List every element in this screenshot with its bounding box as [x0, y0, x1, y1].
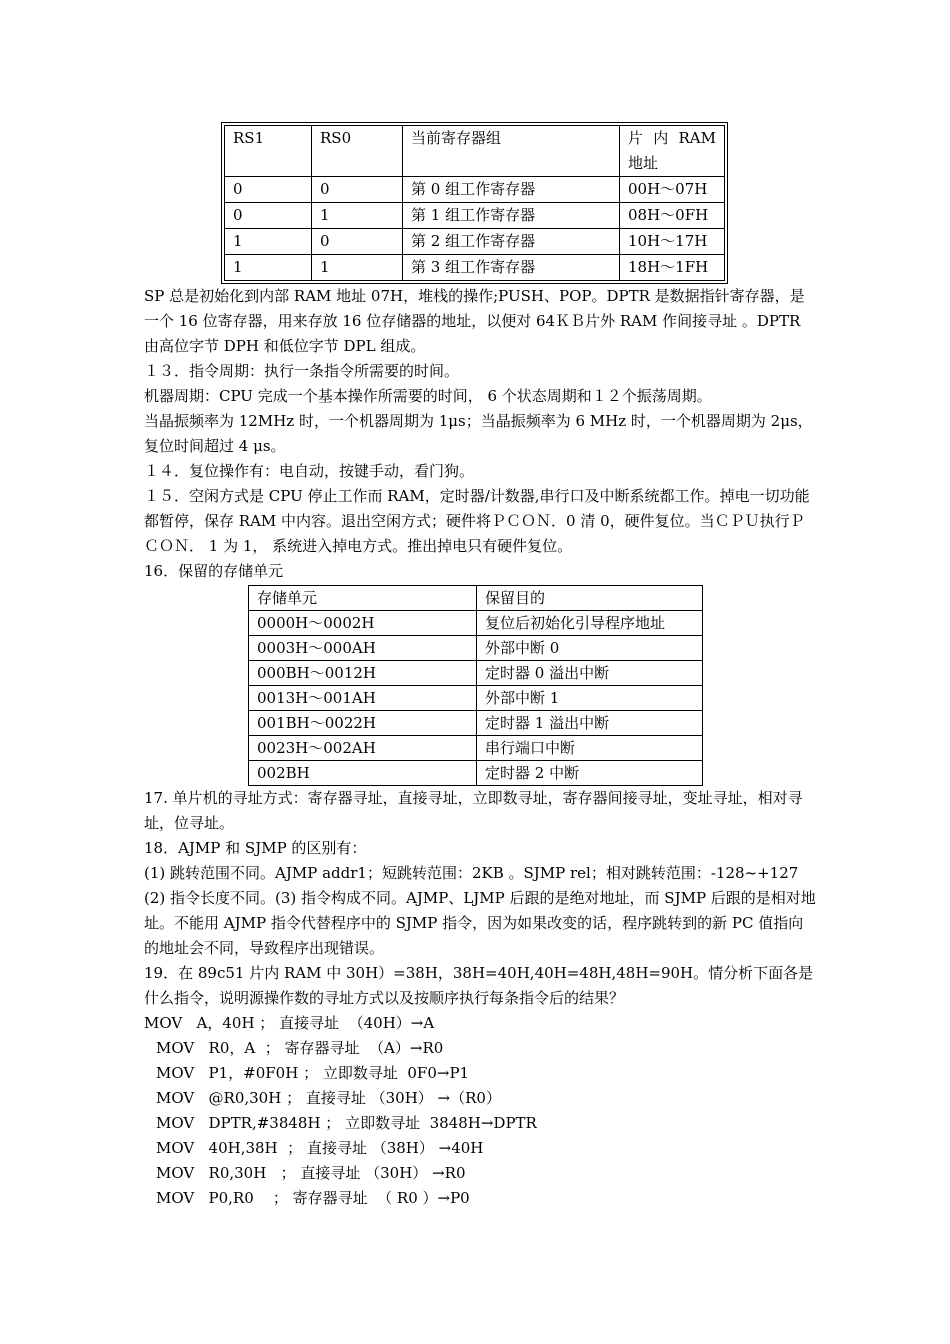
table-cell: 0000H～0002H — [249, 611, 477, 636]
table-row — [249, 711, 703, 736]
table-cell: 08H～0FH — [620, 203, 725, 229]
q14-reset: １４．复位操作有：电自动，按键手动，看门狗。 — [144, 462, 475, 480]
table-row — [225, 255, 725, 281]
table-row — [249, 761, 703, 786]
q18-title: 18．AJMP 和 SJMP 的区别有： — [144, 839, 367, 857]
q16-title: 16．保留的存储单元 — [144, 562, 284, 580]
table-cell: 外部中断 0 — [477, 636, 703, 661]
table-row — [249, 686, 703, 711]
table-cell: 00H～07H — [620, 177, 725, 203]
table-cell: 000BH～0012H — [249, 661, 477, 686]
table-cell: 1 — [225, 229, 312, 255]
table-cell: 1 — [312, 255, 403, 281]
table-row — [249, 636, 703, 661]
code-line: MOV DPTR,#3848H ； 立即数寻址 3848H→DPTR — [156, 1114, 537, 1132]
table-cell: 第 1 组工作寄存器 — [403, 203, 620, 229]
register-group-table — [224, 125, 725, 281]
table-cell: 第 0 组工作寄存器 — [403, 177, 620, 203]
code-line: MOV @R0,30H ； 直接寻址 （30H） →（R0） — [156, 1089, 501, 1107]
sp-dptr-paragraph: SP 总是初始化到内部 RAM 地址 07H，堆栈的操作;PUSH、POP。DPTR 是数据指针寄存器，是一个 16 位寄存器，用来存放 16 位存储器的地址，以便对 64ＫＢ片外 RAM 作间接寻址 。DPTR 由高位字节 DPH 和低位字节 DPL 组成。 — [144, 287, 805, 355]
table-cell: 0 — [225, 203, 312, 229]
code-line: MOV P1，#0F0H ； 立即数寻址 0F0→P1 — [156, 1064, 470, 1082]
header-cell: 保留目的 — [477, 586, 703, 611]
header-cell: RS1 — [225, 126, 312, 177]
register-group-table-frame — [221, 122, 728, 284]
table-cell: 18H～1FH — [620, 255, 725, 281]
q13-crystal-frequency: 当晶振频率为 12MHz 时，一个机器周期为 1μs；当晶振频率为 6 MHz 时，一个机器周期为 2μs，复位时间超过 4 μs。 — [144, 412, 813, 455]
table-row — [249, 661, 703, 686]
header-cell: 片 内 RAM 地址 — [620, 126, 725, 177]
table-cell: 002BH — [249, 761, 477, 786]
header-cell: RS0 — [312, 126, 403, 177]
table-cell: 0013H～001AH — [249, 686, 477, 711]
table-cell: 10H～17H — [620, 229, 725, 255]
code-line: MOV R0，A ； 寄存器寻址 （A）→R0 — [156, 1039, 444, 1057]
q13-instruction-cycle: １３．指令周期：执行一条指令所需要的时间。 — [144, 362, 460, 380]
table-header-row — [249, 586, 703, 611]
table-row — [225, 177, 725, 203]
q18-body: (1) 跳转范围不同。AJMP addr1；短跳转范围：2KB 。SJMP rel；相对跳转范围：-128~+127 (2) 指令长度不同。(3) 指令构成不同。AJMP、LJMP 后跟的是绝对地址，而 SJMP 后跟的是相对地址。不能用 AJMP 指令代替程序中的 SJMP 指令，因为如果改变的话，程序跳转到的新 PC 值指向的地址会不同，导致程序出现错误。 — [144, 864, 816, 957]
table-row — [249, 611, 703, 636]
q17-addressing-modes: 17. 单片机的寻址方式：寄存器寻址，直接寻址，立即数寻址，寄存器间接寻址，变址寻址，相对寻址，位寻址。 — [144, 789, 803, 832]
q15-idle-mode: １５．空闲方式是 CPU 停止工作而 RAM，定时器/计数器,串行口及中断系统都工作。掉电一切功能都暂停，保存 RAM 中内容。退出空闲方式；硬件将ＰＣＯＮ．0 清 0，硬件复位。当ＣＰＵ执行ＰＣＯＮ． 1 为 1， 系统进入掉电方式。推出掉电只有硬件复位。 — [144, 487, 810, 555]
table-cell: 第 3 组工作寄存器 — [403, 255, 620, 281]
table-cell: 1 — [225, 255, 312, 281]
code-line: MOV P0,R0 ； 寄存器寻址 （ R0 ）→P0 — [156, 1189, 470, 1207]
code-line: MOV A，40H ； 直接寻址 （40H）→A — [144, 1014, 435, 1032]
reserved-memory-table — [248, 585, 703, 786]
table-cell: 1 — [312, 203, 403, 229]
table-cell: 复位后初始化引导程序地址 — [477, 611, 703, 636]
table-cell: 0 — [312, 229, 403, 255]
code-line: MOV R0,30H ； 直接寻址 （30H） →R0 — [156, 1164, 466, 1182]
table-cell: 001BH～0022H — [249, 711, 477, 736]
q19-question: 19．在 89c51 片内 RAM 中 30H）=38H，38H=40H,40H=48H,48H=90H。情分析下面各是什么指令，说明源操作数的寻址方式以及按顺序执行每条指令后的结果？ — [144, 964, 814, 1007]
table-cell: 串行端口中断 — [477, 736, 703, 761]
table-cell: 外部中断 1 — [477, 686, 703, 711]
code-line: MOV 40H,38H ； 直接寻址 （38H） →40H — [156, 1139, 484, 1157]
table-row — [225, 229, 725, 255]
table-header-row — [225, 126, 725, 177]
table-cell: 定时器 2 中断 — [477, 761, 703, 786]
table-cell: 定时器 1 溢出中断 — [477, 711, 703, 736]
document-page — [144, 122, 816, 1211]
q13-machine-cycle: 机器周期：CPU 完成一个基本操作所需要的时间， 6 个状态周期和１２个振荡周期。 — [144, 387, 712, 405]
table-cell: 0 — [312, 177, 403, 203]
table-cell: 定时器 0 溢出中断 — [477, 661, 703, 686]
header-cell: 存储单元 — [249, 586, 477, 611]
header-cell: 当前寄存器组 — [403, 126, 620, 177]
table-cell: 0003H～000AH — [249, 636, 477, 661]
table-row — [225, 203, 725, 229]
table-cell: 0023H～002AH — [249, 736, 477, 761]
table-cell: 0 — [225, 177, 312, 203]
table-cell: 第 2 组工作寄存器 — [403, 229, 620, 255]
table-row — [249, 736, 703, 761]
